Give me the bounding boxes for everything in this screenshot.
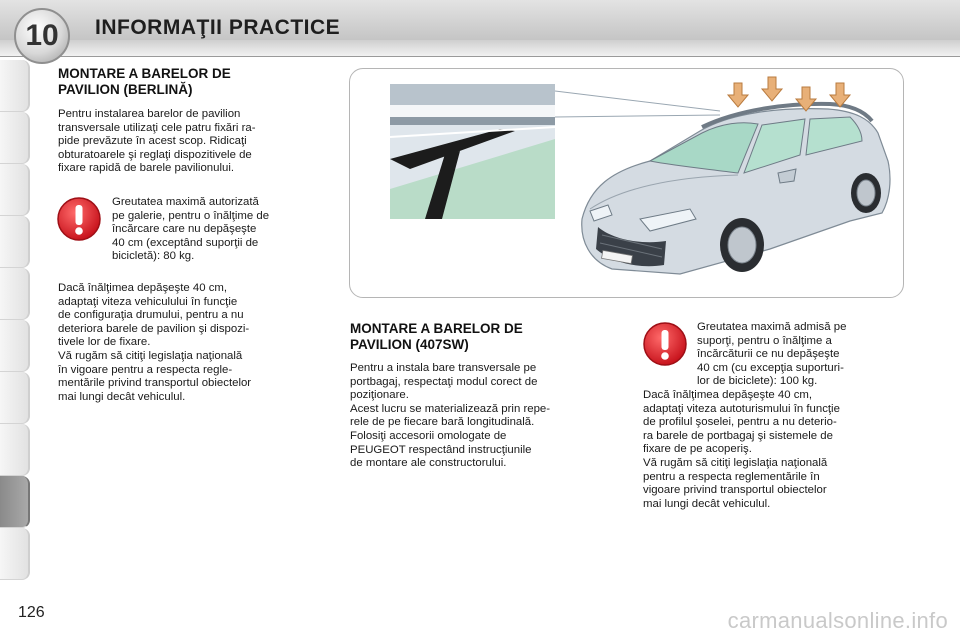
chapter-tab[interactable] [0, 424, 30, 476]
warning-icon [56, 196, 102, 242]
body-paragraph-berlina: Dacă înălţimea depăşeşte 40 cm, adaptaţi viteza vehiculului în funcţie de configuraţia drumului, pentru a nu deteriora barele de pavilion şi dispozi- tivele lor de fixare. Vă rugăm să citiţi legislaţia naţională în vigoare pentru a respecta regle- mentările privind transportul obiectelor mai lungi decât vehiculul. [58, 282, 252, 403]
warning-icon [642, 321, 688, 367]
chapter-tabs [0, 60, 34, 580]
rail-closeup-inset [390, 84, 555, 219]
chapter-tab[interactable] [0, 372, 30, 424]
page-title: INFORMAŢII PRACTICE [95, 16, 341, 39]
section-heading-407sw: MONTARE A BARELOR DE PAVILION (407SW) [350, 321, 523, 352]
chapter-tab[interactable] [0, 528, 30, 580]
body-paragraph-407sw: Pentru a instala bare transversale pe portbagaj, respectaţi modul corect de poziţionare. Acest lucru se materializează prin repe- rele de pe fiecare bară longitudinală. Folosiţi accesorii omologate de PEUGEOT respectând instrucţiunile de montare ale constructorului. [350, 362, 551, 470]
header-highlight [0, 40, 960, 56]
body-paragraph-right: Dacă înălţimea depăşeşte 40 cm, adaptaţi viteza autoturismului în funcţie de profilul şoselei, pentru a nu deterio- ra barele de portbagaj şi sistemele de fixare de pe acoperiş. Vă rugăm să citiţi legislaţia naţională pentru a respecta reglementările în vigoare privind transportul obiectelor mai lungi decât vehiculul. [643, 389, 840, 510]
warning-text-berlina: Greutatea maximă autorizată pe galerie, pentru o înălţime de încărcare care nu depăşeşte 40 cm (exceptând suporţii de bicicletă): 80 kg. [112, 196, 270, 263]
section-heading-berlina: MONTARE A BARELOR DE PAVILION (BERLINĂ) [58, 66, 231, 97]
warning-text-407sw: Greutatea maximă admisă pe suporţi, pentru o înălţime a încărcăturii ce nu depăşeşte 40 cm (cu excepţia suporturi- lor de biciclete): 100 kg. [697, 321, 847, 388]
car-roof-bars-illustration [349, 68, 904, 298]
page-header [0, 0, 960, 57]
chapter-tab[interactable] [0, 268, 30, 320]
chapter-tab[interactable] [0, 112, 30, 164]
chapter-badge: 10 [14, 8, 70, 64]
chapter-tab[interactable] [0, 60, 30, 112]
car-illustration [350, 69, 904, 298]
chapter-tab[interactable] [0, 320, 30, 372]
chapter-tab-active[interactable] [0, 476, 30, 528]
watermark-text: carmanualsonline.info [727, 608, 948, 633]
page-number: 126 [18, 604, 45, 621]
intro-paragraph: Pentru instalarea barelor de pavilion transversale utilizaţi cele patru fixări ra- pide prevăzute în acest scop. Ridicaţi obturatoarele şi reglaţi dispozitivele de fixare rapidă de barele pavilionului. [58, 108, 256, 175]
chapter-tab[interactable] [0, 216, 30, 268]
chapter-tab[interactable] [0, 164, 30, 216]
